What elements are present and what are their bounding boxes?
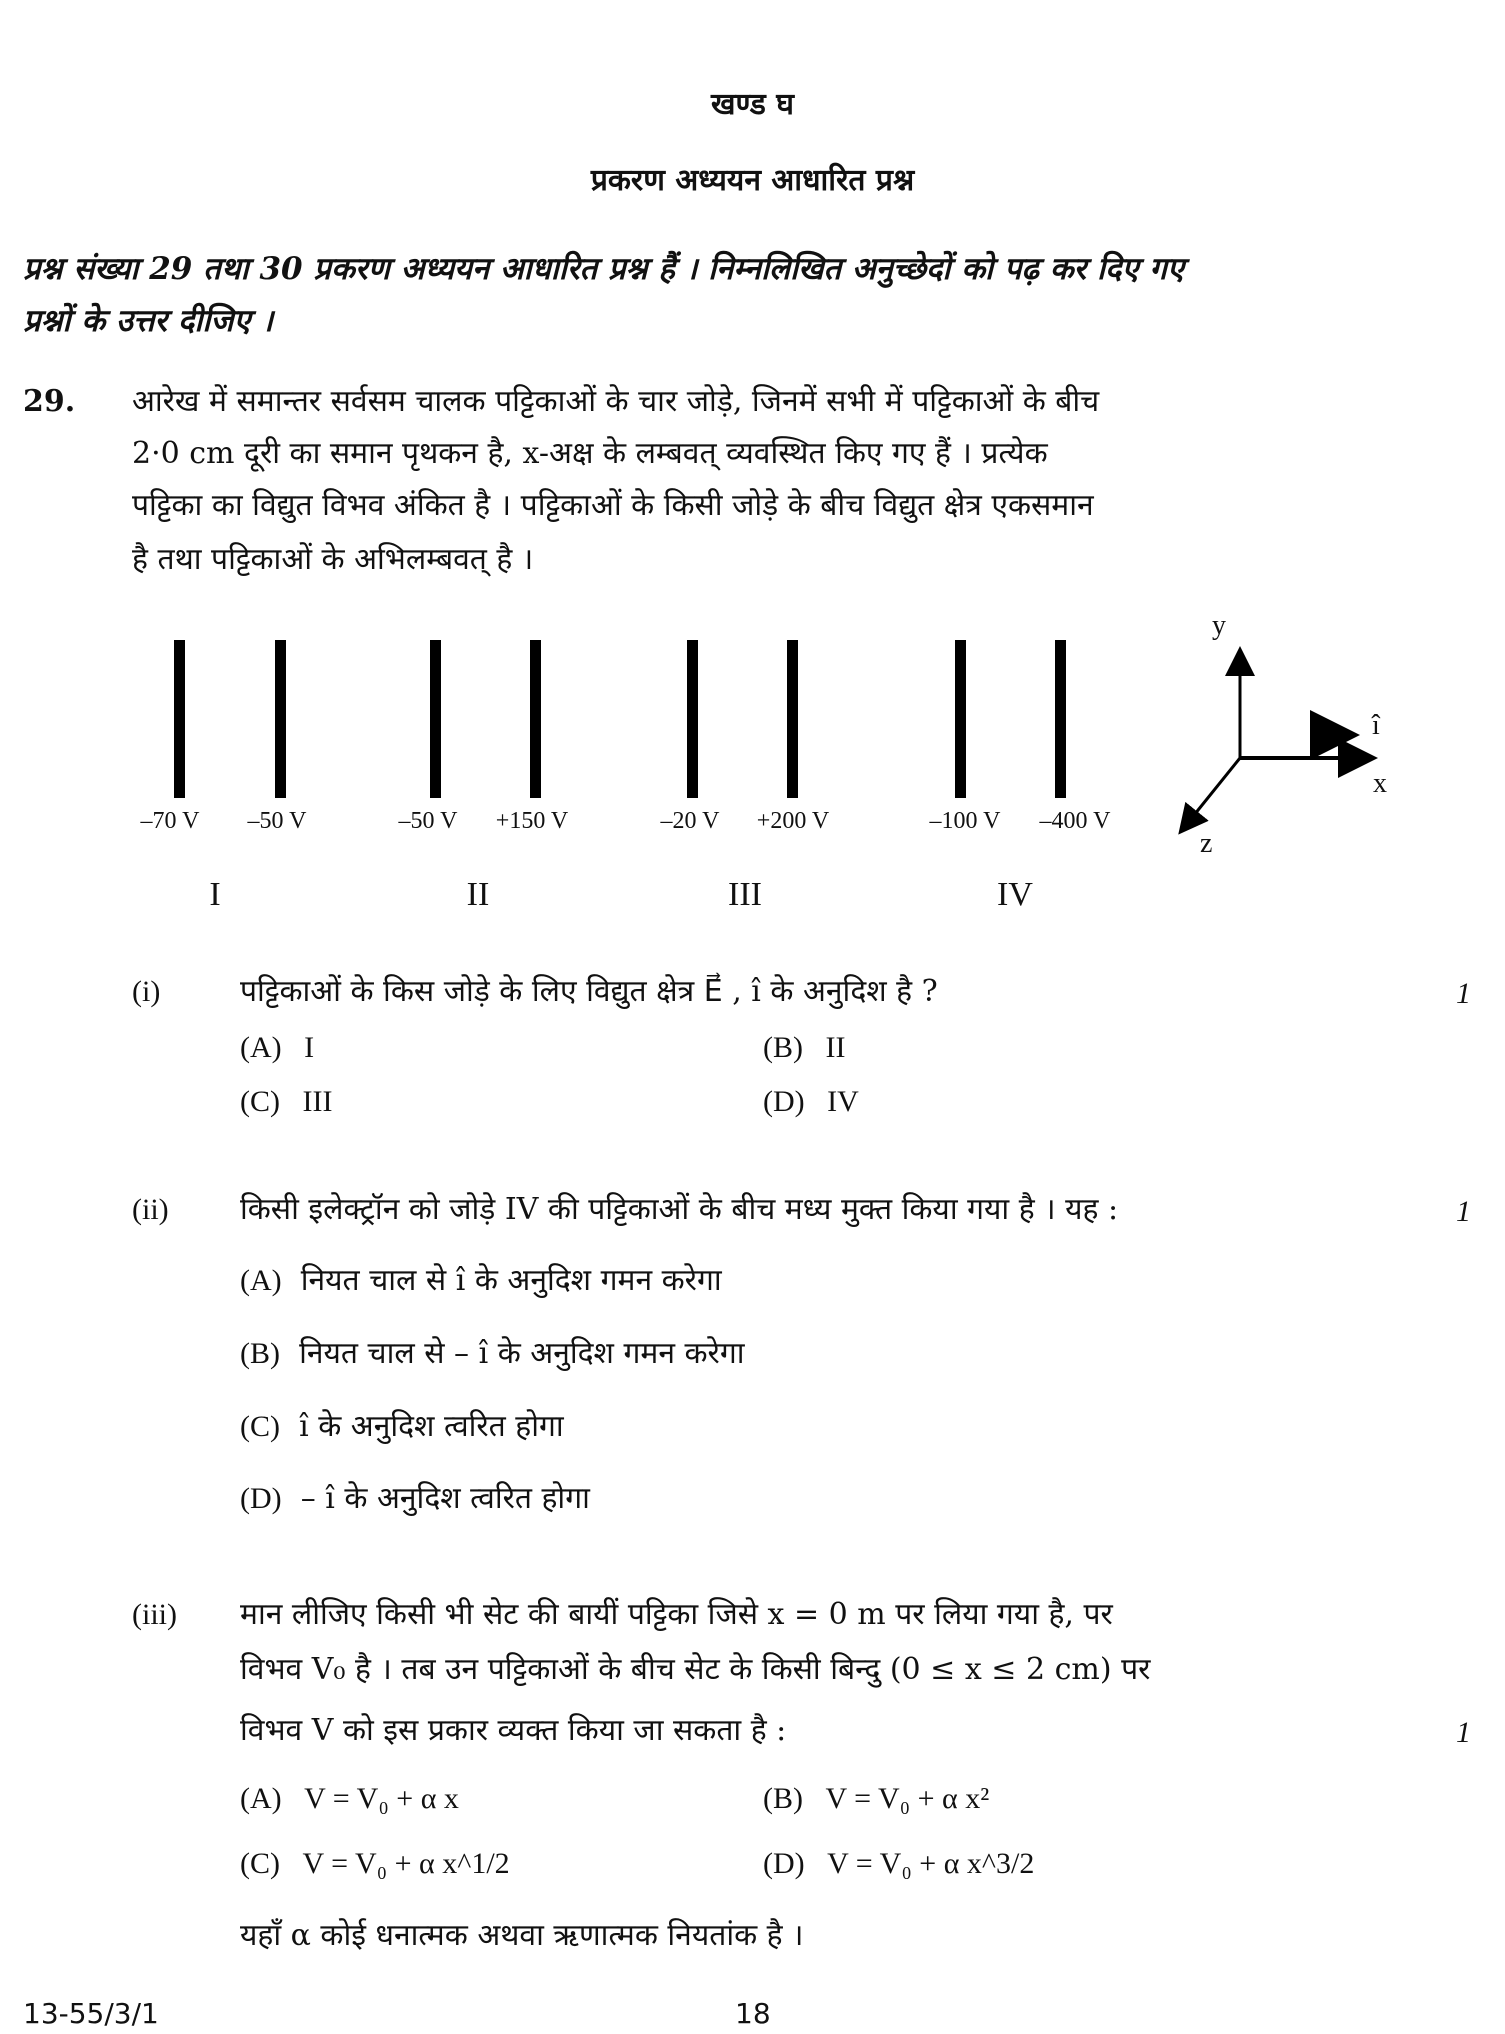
section-subtitle: प्रकरण अध्ययन आधारित प्रश्न	[590, 163, 915, 198]
axes-icon	[1160, 610, 1400, 860]
option-value: V = V₀ + α x²	[825, 1782, 990, 1815]
part-text: विभव V को इस प्रकार व्यक्त किया जा सकता है :	[240, 1713, 787, 1748]
plate	[174, 640, 185, 798]
part-text: किसी इलेक्ट्रॉन को जोड़े IV की पट्टिकाओं के बीच मध्य मुक्त किया गया है । यह :	[240, 1192, 1119, 1227]
option-value: î के अनुदिश त्वरित होगा	[299, 1409, 564, 1444]
option-value: I	[304, 1031, 315, 1064]
voltage-label: –20 V	[660, 808, 720, 834]
voltage-label: –100 V	[929, 808, 1001, 834]
option-value: V = V₀ + α x	[304, 1782, 459, 1815]
part-label: (iii)	[132, 1598, 177, 1631]
part-label: (ii)	[132, 1193, 169, 1226]
unit-vector-label: î	[1372, 710, 1380, 741]
option-value: नियत चाल से î के अनुदिश गमन करेगा	[300, 1263, 722, 1298]
marks: 1	[1456, 1716, 1471, 1749]
option[interactable]	[763, 1849, 1034, 1879]
marks: 1	[1456, 1195, 1471, 1228]
option-key: (C)	[240, 1410, 280, 1443]
marks: 1	[1456, 977, 1471, 1010]
part-label: (i)	[132, 975, 161, 1008]
part-note: यहाँ α कोई धनात्मक अथवा ऋणात्मक नियतांक है ।	[240, 1918, 804, 1953]
option-key: (C)	[240, 1085, 280, 1118]
page-number: 18	[735, 1997, 771, 2030]
option-value: – î के अनुदिश त्वरित होगा	[300, 1481, 590, 1516]
option-value: V = V₀ + α x^1/2	[302, 1847, 510, 1880]
question-number: 29.	[23, 384, 76, 419]
part-text: मान लीजिए किसी भी सेट की बायीं पट्टिका जिसे x = 0 m पर लिया गया है, पर	[240, 1597, 1113, 1632]
option[interactable]	[763, 1087, 859, 1117]
intro-line: प्रश्नों के उत्तर दीजिए ।	[23, 303, 274, 339]
option-key: (B)	[763, 1782, 803, 1815]
voltage-label: +200 V	[756, 808, 830, 834]
option[interactable]	[240, 1409, 564, 1444]
option-value: IV	[827, 1085, 859, 1118]
option[interactable]	[240, 1087, 332, 1117]
plate	[687, 640, 698, 798]
voltage-label: +150 V	[495, 808, 569, 834]
option[interactable]	[240, 1481, 590, 1516]
option[interactable]	[240, 1849, 510, 1879]
part-text: पट्टिकाओं के किस जोड़े के लिए विद्युत क्षेत्र E⃗ , î के अनुदिश है ?	[240, 974, 938, 1009]
voltage-label: –50 V	[247, 808, 307, 834]
plate	[275, 640, 286, 798]
part-text: विभव V₀ है । तब उन पट्टिकाओं के बीच सेट के किसी बिन्दु (0 ≤ x ≤ 2 cm) पर	[240, 1652, 1151, 1687]
option-key: (A)	[240, 1264, 282, 1297]
option-value: III	[302, 1085, 333, 1118]
plate	[530, 640, 541, 798]
pair-label: II	[466, 876, 490, 913]
option-key: (D)	[240, 1482, 282, 1515]
plate	[955, 640, 966, 798]
plate	[1055, 640, 1066, 798]
question-text: 2·0 cm दूरी का समान पृथकन है, x-अक्ष के लम्बवत् व्यवस्थित किए गए हैं । प्रत्येक	[132, 436, 1048, 471]
option[interactable]	[240, 1263, 722, 1298]
voltage-label: –400 V	[1039, 808, 1111, 834]
option-key: (B)	[240, 1337, 280, 1370]
question-text: पट्टिका का विद्युत विभव अंकित है । पट्टिकाओं के किसी जोड़े के बीच विद्युत क्षेत्र एकसमान	[132, 488, 1094, 523]
option[interactable]	[763, 1033, 845, 1063]
option-key: (D)	[763, 1085, 805, 1118]
option[interactable]	[240, 1784, 459, 1814]
pair-label: I	[209, 876, 221, 913]
option-key: (D)	[763, 1847, 805, 1880]
option[interactable]	[240, 1033, 314, 1063]
pair-label: IV	[997, 876, 1033, 913]
option[interactable]	[763, 1784, 989, 1814]
question-text: है तथा पट्टिकाओं के अभिलम्बवत् है ।	[132, 542, 534, 577]
pair-label: III	[728, 876, 762, 913]
paper-code: 13-55/3/1	[23, 1997, 159, 2030]
intro-line: प्रश्न संख्या 29 तथा 30 प्रकरण अध्ययन आधारित प्रश्न हैं । निम्नलिखित अनुच्छेदों को पढ़ कर दिए गए	[23, 251, 1184, 287]
option-value: II	[825, 1031, 846, 1064]
option[interactable]	[240, 1336, 745, 1371]
voltage-label: –70 V	[140, 808, 200, 834]
x-axis-label: x	[1373, 768, 1387, 799]
z-axis-label: z	[1200, 828, 1213, 859]
option-key: (C)	[240, 1847, 280, 1880]
option-key: (A)	[240, 1782, 282, 1815]
option-value: नियत चाल से – î के अनुदिश गमन करेगा	[299, 1336, 745, 1371]
plate	[787, 640, 798, 798]
plate	[430, 640, 441, 798]
question-text: आरेख में समान्तर सर्वसम चालक पट्टिकाओं के चार जोड़े, जिनमें सभी में पट्टिकाओं के बीच	[132, 384, 1100, 419]
option-value: V = V₀ + α x^3/2	[827, 1847, 1035, 1880]
y-axis-label: y	[1212, 610, 1226, 641]
option-key: (A)	[240, 1031, 282, 1064]
option-key: (B)	[763, 1031, 803, 1064]
voltage-label: –50 V	[398, 808, 458, 834]
section-title: खण्ड घ	[710, 87, 794, 122]
